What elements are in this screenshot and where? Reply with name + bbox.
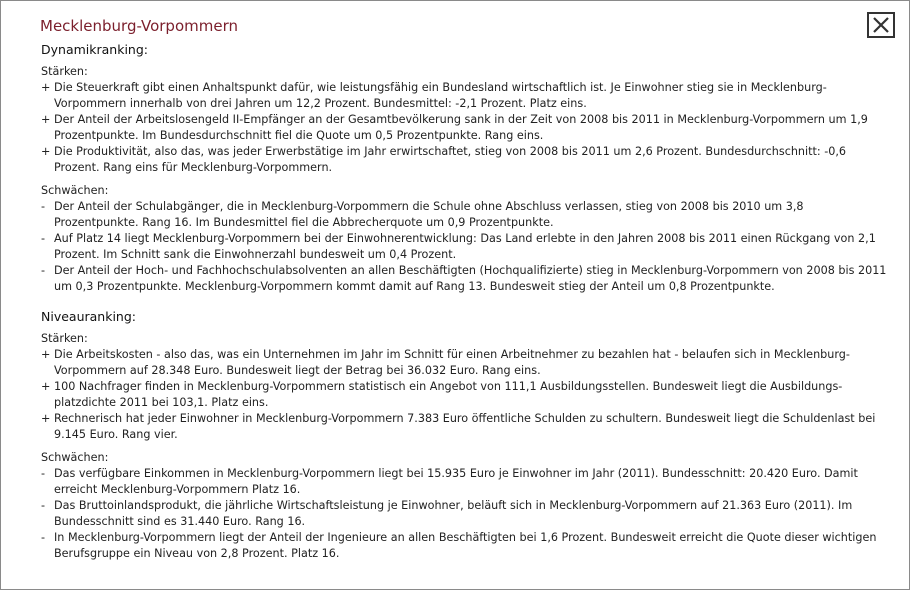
item-text: Das verfügbare Einkommen in Mecklenburg-Vorpommern liegt bei 15.935 Euro je Einwohner im Jahr (2011). Bundesschnitt: 20.420 Euro. Damit erreicht Mecklenburg-Vorpommern Platz 16.	[54, 467, 858, 496]
minus-marker: -	[41, 232, 46, 245]
group-label-schwaechen: Schwächen:	[41, 184, 109, 197]
item-text: In Mecklenburg-Vorpommern liegt der Anteil der Ingenieure an allen Beschäftigten bei 1,6 Prozent. Bundesweit erreicht die Quote dieser wichtigen Berufsgruppe ein Niveau von 2,8 Prozent. Platz 16.	[54, 531, 877, 560]
item-text: Rechnerisch hat jeder Einwohner in Mecklenburg-Vorpommern 7.383 Euro öffentliche Schulden zu schultern. Bundesweit liegt die Schuldenlast bei 9.145 Euro. Rang vier.	[54, 412, 876, 441]
list-staerken	[41, 80, 891, 176]
group-label-staerken: Stärken:	[41, 332, 88, 345]
group-label-schwaechen: Schwächen:	[41, 451, 109, 464]
list-item	[41, 144, 891, 176]
list-schwaechen	[41, 466, 891, 562]
list-item	[41, 231, 891, 263]
popup-title: Mecklenburg-Vorpommern	[40, 17, 238, 35]
list-item	[41, 347, 891, 379]
plus-marker: +	[41, 145, 51, 158]
item-text: Der Anteil der Schulabgänger, die in Mecklenburg-Vorpommern die Schule ohne Abschluss verlassen, stieg von 2008 bis 2010 um 3,8 Prozentpunkte. Rang 16. Im Bundesmittel fiel die Abbrecherquote um 0,9 Prozentpunkte.	[54, 200, 804, 229]
minus-marker: -	[41, 467, 46, 480]
minus-marker: -	[41, 499, 46, 512]
close-icon	[872, 16, 890, 34]
item-text: Das Bruttoinlandsprodukt, die jährliche Wirtschaftsleistung je Einwohner, beläuft sich in Mecklenburg-Vorpommern auf 21.363 Euro (2011). Im Bundesschnitt sind es 31.440 Euro. Rang 16.	[54, 499, 853, 528]
section-heading-dynamik: Dynamikranking:	[41, 42, 148, 57]
list-staerken	[41, 347, 891, 443]
list-item	[41, 199, 891, 231]
list-schwaechen	[41, 199, 891, 295]
list-item	[41, 80, 891, 112]
item-text: Die Arbeitskosten - also das, was ein Unternehmen im Jahr im Schnitt für einen Arbeitnehmer zu bezahlen hat - belaufen sich in Mecklenburg-Vorpommern auf 28.348 Euro. Bundesweit liegt der Betrag bei 36.032 Euro. Rang eins.	[54, 348, 850, 377]
item-text: Auf Platz 14 liegt Mecklenburg-Vorpommern bei der Einwohnerentwicklung: Das Land erlebte in den Jahren 2008 bis 2011 einen Rückgang von 2,1 Prozent. Im Schnitt sank die Einwohnerzahl bundesweit um 0,4 Prozent.	[54, 232, 876, 261]
plus-marker: +	[41, 348, 51, 361]
list-item	[41, 379, 891, 411]
plus-marker: +	[41, 380, 51, 393]
plus-marker: +	[41, 113, 51, 126]
plus-marker: +	[41, 81, 51, 94]
item-text: 100 Nachfrager finden in Mecklenburg-Vorpommern statistisch ein Angebot von 111,1 Ausbildungsstellen. Bundesweit liegt die Ausbildungs- platzdichte 2011 bei 103,1. Platz eins.	[54, 380, 843, 409]
list-item	[41, 530, 891, 562]
plus-marker: +	[41, 412, 51, 425]
list-item	[41, 263, 891, 295]
list-item	[41, 466, 891, 498]
list-item	[41, 411, 891, 443]
minus-marker: -	[41, 531, 46, 544]
list-item	[41, 498, 891, 530]
list-item	[41, 112, 891, 144]
item-text: Der Anteil der Arbeitslosengeld II-Empfänger an der Gesamtbevölkerung sank in der Zeit von 2008 bis 2011 in Mecklenburg-Vorpommern um 1,9 Prozentpunkte. Im Bundesdurchschnitt fiel die Quote um 0,5 Prozentpunkte. Rang eins.	[54, 113, 868, 142]
item-text: Der Anteil der Hoch- und Fachhochschulabsolventen an allen Beschäftigten (Hochqualifizierte) stieg in Mecklenburg-Vorpommern von 2008 bis 2011 um 0,3 Prozentpunkte. Mecklenburg-Vorpommern kommt damit auf Rang 13. Bundesweit stieg der Anteil um 0,8 Prozentpunkte.	[54, 264, 887, 293]
minus-marker: -	[41, 200, 46, 213]
item-text: Die Produktivität, also das, was jeder Erwerbstätige im Jahr erwirtschaftet, stieg von 2008 bis 2011 um 2,6 Prozent. Bundesdurchschnitt: -0,6 Prozent. Rang eins für Mecklenburg-Vorpommern.	[54, 145, 847, 174]
section-heading-niveau: Niveauranking:	[41, 309, 136, 324]
popup-content	[41, 42, 891, 562]
minus-marker: -	[41, 264, 46, 277]
close-button[interactable]	[867, 12, 895, 38]
group-label-staerken: Stärken:	[41, 65, 88, 78]
item-text: Die Steuerkraft gibt einen Anhaltspunkt dafür, wie leistungsfähig ein Bundesland wirtschaftlich ist. Je Einwohner stieg sie in Mecklenburg-Vorpommern innerhalb von drei Jahren um 12,2 Prozent. Bundesmittel: -2,1 Prozent. Platz eins.	[54, 81, 827, 110]
